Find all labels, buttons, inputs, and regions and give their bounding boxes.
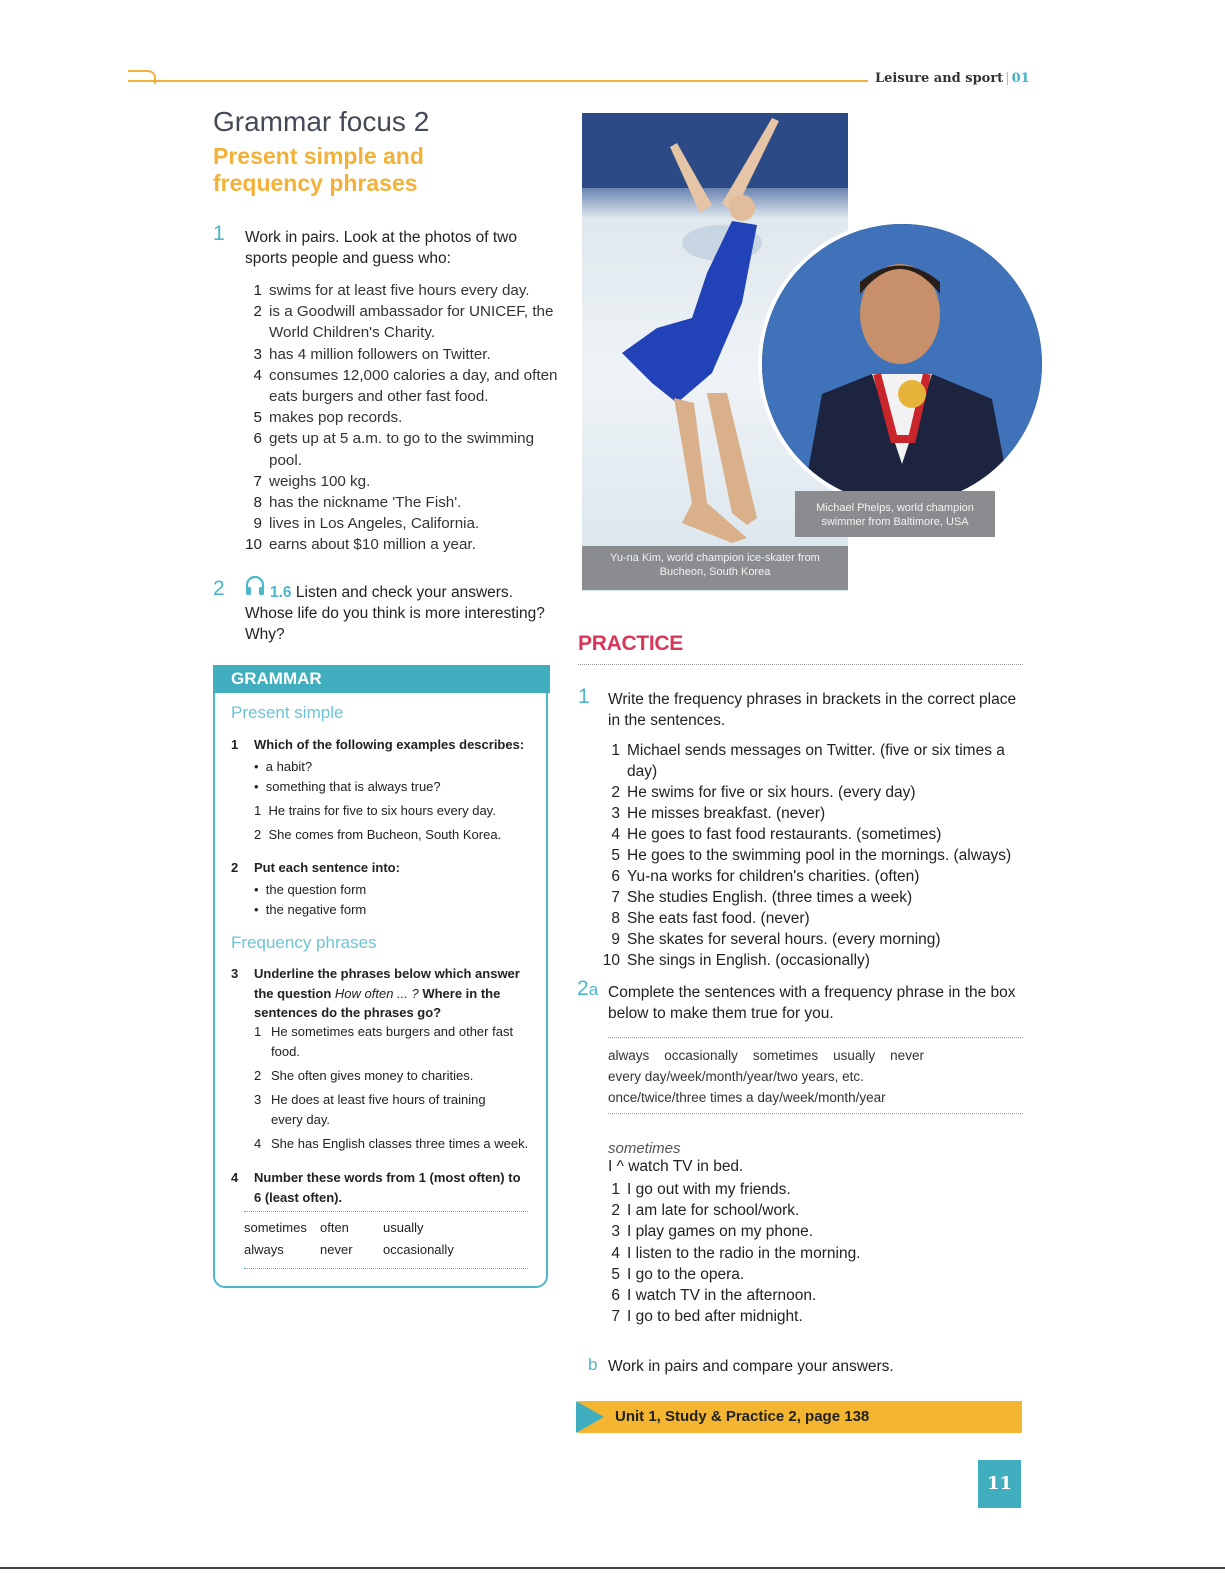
header-tab-decoration: [128, 70, 156, 84]
frequency-box-bottom-rule: [608, 1113, 1023, 1114]
list-item: 7 I go to bed after midnight.: [611, 1308, 803, 1326]
list-item: 6 Yu-na works for children's charities. (often): [611, 868, 920, 885]
frequency-box-top-rule: [608, 1037, 1023, 1038]
grammar-q2-bullet: • the question form: [254, 882, 367, 897]
arrow-icon: [576, 1401, 604, 1433]
list-item: 5 makes pop records.: [253, 409, 403, 427]
grammar-heading: GRAMMAR: [213, 665, 550, 693]
headphones-icon: [243, 573, 267, 602]
exercise-2-question: Whose life do you think is more interesting? Why?: [245, 605, 545, 643]
header-separator: |: [1005, 71, 1010, 86]
grammar-q3-text: Underline the phrases below which answer the question How often ... ? Where in the sentences do the phrases go?: [254, 966, 520, 1020]
list-item: 8 She eats fast food. (never): [611, 910, 810, 927]
list-item: 3 has 4 million followers on Twitter.: [253, 345, 491, 363]
practice-2a-instruction: Complete the sentences with a frequency phrase in the box below to make them true for you.: [608, 984, 1016, 1022]
grammar-q2-bullet: • the negative form: [254, 902, 367, 917]
page-bottom-border: [0, 1567, 1225, 1569]
list-item: 4 He goes to fast food restaurants. (sometimes): [611, 826, 942, 843]
frequency-box: [608, 1045, 1028, 1108]
list-item: 9 lives in Los Angeles, California.: [253, 515, 480, 533]
grammar-q1-bullet: • something that is always true?: [254, 779, 441, 794]
exercise-1-instruction: Work in pairs. Look at the photos of two sports people and guess who:: [245, 229, 517, 267]
practice-2b-instruction: Work in pairs and compare your answers.: [608, 1358, 894, 1375]
exercise-1-number: 1: [213, 222, 225, 245]
practice-heading: PRACTICE: [578, 632, 683, 655]
exercise-2-instruction: 1.6 Listen and check your answers.: [270, 584, 513, 601]
list-item: 2 He swims for five or six hours. (every day): [611, 784, 916, 801]
list-item: 10 She sings in English. (occasionally): [602, 952, 870, 969]
exercise-2-number: 2: [213, 577, 225, 600]
grammar-q1-number: 1: [231, 737, 239, 752]
list-item: 6 gets up at 5 a.m. to go to the swimming pool.: [253, 430, 535, 469]
page-number: 11: [978, 1460, 1021, 1508]
practice-2b-letter: b: [588, 1355, 598, 1374]
practice-1-number: 1: [578, 685, 590, 708]
list-item: 3 I play games on my phone.: [611, 1223, 814, 1241]
grammar-q2-number: 2: [231, 860, 239, 875]
frequency-box-line-1: always occasionally sometimes usually never: [608, 1048, 924, 1063]
swimmer-caption: Michael Phelps, world champion swimmer from Baltimore, USA: [795, 491, 995, 537]
word-box-bottom-rule: [244, 1268, 528, 1269]
list-item: 8 has the nickname 'The Fish'.: [253, 494, 462, 512]
list-item: 9 She skates for several hours. (every morning): [611, 931, 941, 948]
audio-track-number: 1.6: [270, 584, 292, 601]
word-box-word: often: [320, 1220, 349, 1235]
list-item: 5 He goes to the swimming pool in the mornings. (always): [611, 847, 1012, 864]
example-sentence: I ^ watch TV in bed.: [608, 1158, 744, 1175]
practice-1-list: [598, 740, 1038, 971]
grammar-q4-number: 4: [231, 1170, 239, 1185]
list-item: 4 consumes 12,000 calories a day, and often eats burgers and other fast food.: [253, 366, 558, 406]
page-title: Grammar focus 2: [213, 106, 430, 137]
list-item: 3 He misses breakfast. (never): [611, 805, 826, 822]
list-item: 6 I watch TV in the afternoon.: [611, 1287, 817, 1305]
grammar-q1-text: Which of the following examples describes:: [254, 737, 525, 752]
word-box-word: usually: [383, 1220, 424, 1235]
grammar-q3-example: 1 He sometimes eats burgers and other fast food.: [254, 1024, 514, 1059]
frequency-box-line-3: once/twice/three times a day/week/month/year: [608, 1090, 886, 1105]
grammar-q2-text: Put each sentence into:: [254, 860, 400, 875]
list-item: 2 I am late for school/work.: [611, 1202, 800, 1220]
list-item: 2 is a Goodwill ambassador for UNICEF, the World Children's Charity.: [253, 303, 554, 342]
skater-caption: Yu-na Kim, world champion ice-skater from Bucheon, South Korea: [582, 546, 848, 590]
unit-number: 01: [1011, 71, 1030, 86]
exercise-1-list: [230, 280, 560, 556]
grammar-section-present-simple: Present simple: [231, 703, 344, 722]
word-box-word: sometimes: [244, 1220, 307, 1235]
example-answer-word: sometimes: [608, 1140, 681, 1157]
practice-rule: [578, 664, 1023, 665]
list-item: 5 I go to the opera.: [611, 1265, 745, 1283]
swimmer-photo: [758, 220, 1046, 508]
word-box-word: never: [320, 1242, 353, 1257]
grammar-q1-example: 2 She comes from Bucheon, South Korea.: [254, 827, 502, 842]
page-subtitle: Present simple and frequency phrases: [213, 143, 424, 196]
grammar-q4-text: Number these words from 1 (most often) to 6 (least often).: [254, 1170, 521, 1205]
study-practice-reference: Unit 1, Study & Practice 2, page 138: [615, 1408, 870, 1425]
frequency-box-line-2: every day/week/month/year/two years, etc.: [608, 1069, 864, 1084]
word-box-word: always: [244, 1242, 284, 1257]
list-item: 7 She studies English. (three times a week): [611, 889, 913, 906]
grammar-q3-example: 4 She has English classes three times a week.: [254, 1136, 529, 1151]
list-item: 7 weighs 100 kg.: [253, 472, 371, 490]
grammar-q3-example: 3 He does at least five hours of training every day.: [254, 1092, 486, 1127]
grammar-q1-example: 1 He trains for five to six hours every day.: [254, 803, 496, 818]
section-name: Leisure and sport: [875, 71, 1004, 86]
header-rule: [128, 80, 868, 82]
practice-1-instruction: Write the frequency phrases in brackets in the correct place in the sentences.: [608, 691, 1017, 729]
word-box-word: occasionally: [383, 1242, 454, 1257]
list-item: 4 I listen to the radio in the morning.: [611, 1244, 861, 1262]
grammar-q1-bullet: • a habit?: [254, 759, 313, 774]
running-head: [875, 71, 1030, 86]
list-item: 1 I go out with my friends.: [611, 1181, 791, 1198]
practice-2a-number: 2a: [577, 977, 599, 1000]
practice-2a-list: [598, 1179, 998, 1327]
grammar-q3-example: 2 She often gives money to charities.: [254, 1068, 474, 1083]
list-item: 1 swims for at least five hours every day.: [253, 282, 530, 299]
list-item: 1 Michael sends messages on Twitter. (five or six times a day): [611, 742, 1005, 780]
word-box-top-rule: [244, 1211, 528, 1212]
list-item: 10 earns about $10 million a year.: [245, 536, 476, 554]
grammar-section-frequency: Frequency phrases: [231, 933, 377, 952]
grammar-q3-number: 3: [231, 966, 239, 981]
